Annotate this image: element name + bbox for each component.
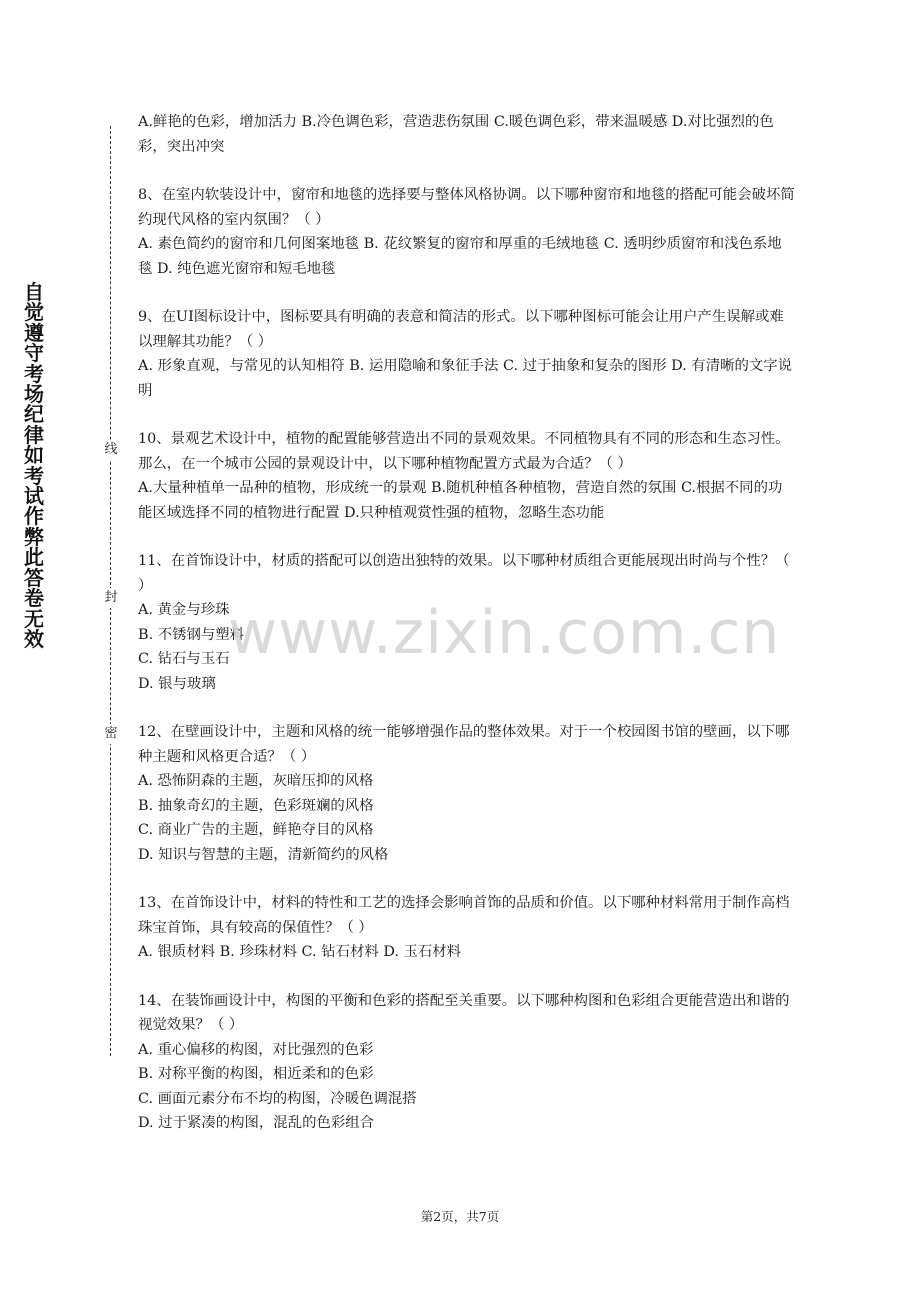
question-line: C. 画面元素分布不均的构图，冷暖色调混搭 xyxy=(138,1090,417,1107)
question-line: A. 银质材料 B. 珍珠材料 C. 钻石材料 D. 玉石材料 xyxy=(138,944,462,960)
question-line: D. 知识与智慧的主题，清新简约的风格 xyxy=(138,846,389,863)
question-block xyxy=(138,110,795,159)
binding-mark-dense: 密 xyxy=(102,724,120,744)
question-stem: 10、景观艺术设计中，植物的配置能够营造出不同的景观效果。不同植物具有不同的形态和生态习性。那么，在一个城市公园的景观设计中，以下哪种植物配置方式最为合适？（ ） xyxy=(138,431,790,472)
question-line: A. 重心偏移的构图，对比强烈的色彩 xyxy=(138,1041,374,1058)
question-block xyxy=(138,549,795,696)
question-block xyxy=(138,989,795,1136)
question-block xyxy=(138,183,795,281)
question-block xyxy=(138,305,795,403)
exam-discipline-notice: 自觉遵守考场纪律如考试作弊此答卷无效 xyxy=(24,280,44,651)
question-line: A. 黄金与珍珠 xyxy=(138,602,230,618)
question-stem: 12、在壁画设计中，主题和风格的统一能够增强作品的整体效果。对于一个校园图书馆的壁画，以下哪种主题和风格更合适？（ ） xyxy=(138,724,790,765)
question-line: A. 素色简约的窗帘和几何图案地毯 B. 花纹繁复的窗帘和厚重的毛绒地毯 C. 透明纱质窗帘和浅色系地毯 D. 纯色遮光窗帘和短毛地毯 xyxy=(138,236,782,277)
question-line: A.大量种植单一品种的植物，形成统一的景观 B.随机种植各种植物，营造自然的氛围 C.根据不同的功能区域选择不同的植物进行配置 D.只种植观赏性强的植物，忽略生态功能 xyxy=(138,480,783,521)
question-stem: 14、在装饰画设计中，构图的平衡和色彩的搭配至关重要。以下哪种构图和色彩组合更能营造出和谐的视觉效果？（ ） xyxy=(138,992,790,1033)
question-line: D. 银与玻璃 xyxy=(138,675,216,692)
question-block xyxy=(138,427,795,525)
question-line: C. 钻石与玉石 xyxy=(138,651,230,667)
question-line: A.鲜艳的色彩，增加活力 B.冷色调色彩，营造悲伤氛围 C.暖色调色彩，带来温暖感 D.对比强烈的色彩，突出冲突 xyxy=(138,114,774,155)
question-stem: 11、在首饰设计中，材质的搭配可以创造出独特的效果。以下哪种材质组合更能展现出时尚与个性？（ ） xyxy=(138,553,790,594)
question-block xyxy=(138,891,795,965)
binding-mark-seal: 封 xyxy=(102,588,120,608)
page-number: 第2页，共7页 xyxy=(420,1209,500,1224)
question-block xyxy=(138,720,795,867)
question-stem: 13、在首饰设计中，材料的特性和工艺的选择会影响首饰的品质和价值。以下哪种材料常用于制作高档珠宝首饰，具有较高的保值性？（ ） xyxy=(138,895,790,936)
watermark: www.zixin.com.cn xyxy=(228,598,781,668)
binding-mark-line: 线 xyxy=(102,440,120,460)
question-stem: 9、在UI图标设计中，图标要具有明确的表意和简洁的形式。以下哪种图标可能会让用户产生误解或难以理解其功能？（ ） xyxy=(138,309,784,350)
question-line: D. 过于紧凑的构图，混乱的色彩组合 xyxy=(138,1115,375,1131)
question-line: B. 不锈钢与塑料 xyxy=(138,626,245,643)
question-line: A. 恐怖阴森的主题，灰暗压抑的风格 xyxy=(138,773,374,789)
question-line: C. 商业广告的主题，鲜艳夺目的风格 xyxy=(138,822,374,838)
question-line: A. 形象直观，与常见的认知相符 B. 运用隐喻和象征手法 C. 过于抽象和复杂的图形 D. 有清晰的文字说明 xyxy=(138,358,793,399)
question-line: B. 对称平衡的构图，相近柔和的色彩 xyxy=(138,1066,374,1082)
question-line: B. 抽象奇幻的主题，色彩斑斓的风格 xyxy=(138,797,374,814)
question-stem: 8、在室内软装设计中，窗帘和地毯的选择要与整体风格协调。以下哪种窗帘和地毯的搭配可能会破坏简约现代风格的室内氛围？（ ） xyxy=(138,187,795,228)
question-list xyxy=(138,110,795,1160)
